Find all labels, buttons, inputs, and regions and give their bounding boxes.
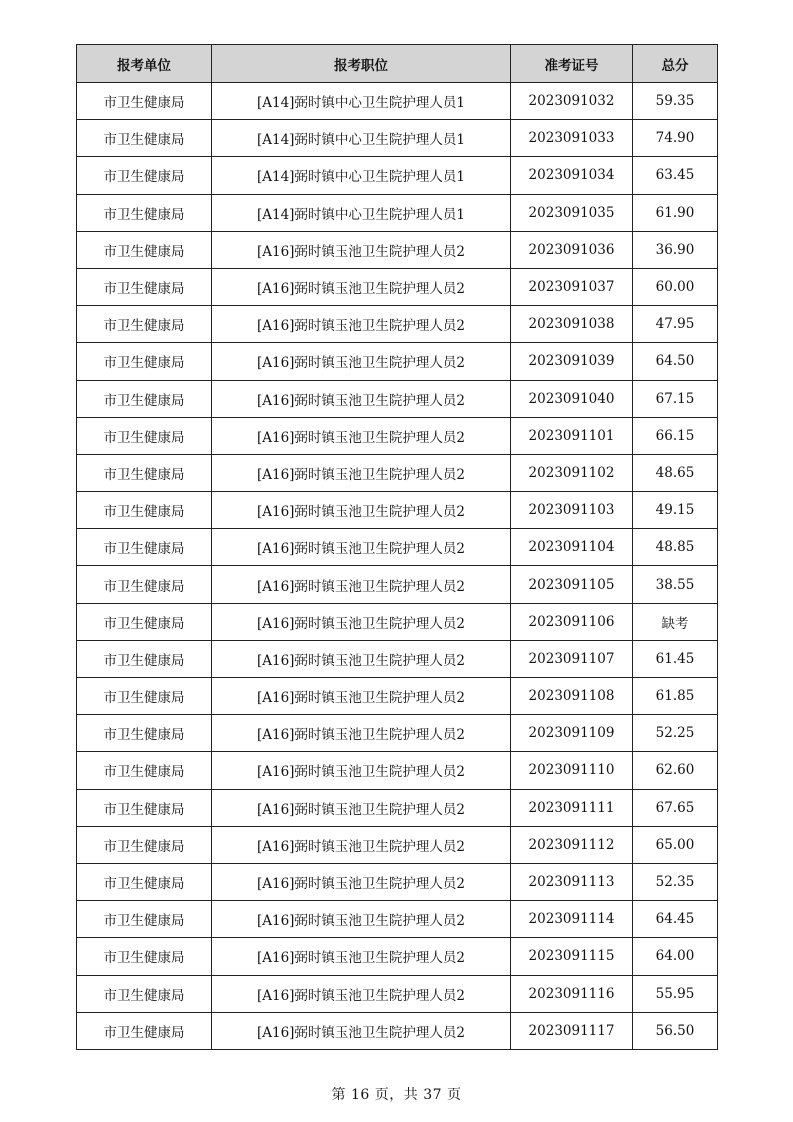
cell-unit: 市卫生健康局	[77, 938, 212, 975]
cell-position: [A16]弼时镇玉池卫生院护理人员2	[212, 306, 511, 343]
table-row	[77, 566, 718, 603]
cell-unit: 市卫生健康局	[77, 417, 212, 454]
cell-position: [A16]弼时镇玉池卫生院护理人员2	[212, 863, 511, 900]
cell-position: [A16]弼时镇玉池卫生院护理人员2	[212, 268, 511, 305]
table-row	[77, 157, 718, 194]
cell-total-score: 74.90	[633, 120, 718, 157]
table-row	[77, 752, 718, 789]
cell-total-score: 48.65	[633, 454, 718, 491]
cell-total-score: 36.90	[633, 231, 718, 268]
table-row	[77, 1012, 718, 1049]
cell-exam-id: 2023091040	[511, 380, 633, 417]
cell-total-score: 61.85	[633, 678, 718, 715]
cell-position: [A16]弼时镇玉池卫生院护理人员2	[212, 417, 511, 454]
table-row	[77, 715, 718, 752]
cell-exam-id: 2023091105	[511, 566, 633, 603]
cell-position: [A16]弼时镇玉池卫生院护理人员2	[212, 975, 511, 1012]
cell-total-score: 59.35	[633, 83, 718, 120]
table-row	[77, 938, 718, 975]
table-row	[77, 306, 718, 343]
cell-total-score: 55.95	[633, 975, 718, 1012]
table-row	[77, 194, 718, 231]
cell-unit: 市卫生健康局	[77, 231, 212, 268]
score-table	[76, 44, 718, 1050]
cell-exam-id: 2023091117	[511, 1012, 633, 1049]
table-row	[77, 789, 718, 826]
cell-exam-id: 2023091104	[511, 529, 633, 566]
cell-unit: 市卫生健康局	[77, 715, 212, 752]
table-row	[77, 640, 718, 677]
table-row	[77, 231, 718, 268]
cell-unit: 市卫生健康局	[77, 380, 212, 417]
cell-position: [A16]弼时镇玉池卫生院护理人员2	[212, 1012, 511, 1049]
cell-position: [A16]弼时镇玉池卫生院护理人员2	[212, 603, 511, 640]
table-row	[77, 975, 718, 1012]
cell-exam-id: 2023091112	[511, 826, 633, 863]
table-row	[77, 380, 718, 417]
cell-unit: 市卫生健康局	[77, 194, 212, 231]
cell-exam-id: 2023091101	[511, 417, 633, 454]
cell-exam-id: 2023091039	[511, 343, 633, 380]
cell-position: [A16]弼时镇玉池卫生院护理人员2	[212, 492, 511, 529]
cell-total-score: 64.50	[633, 343, 718, 380]
cell-position: [A14]弼时镇中心卫生院护理人员1	[212, 157, 511, 194]
cell-unit: 市卫生健康局	[77, 640, 212, 677]
cell-exam-id: 2023091032	[511, 83, 633, 120]
cell-position: [A14]弼时镇中心卫生院护理人员1	[212, 120, 511, 157]
cell-total-score: 63.45	[633, 157, 718, 194]
cell-exam-id: 2023091108	[511, 678, 633, 715]
cell-total-score: 61.90	[633, 194, 718, 231]
table-row	[77, 826, 718, 863]
cell-total-score: 47.95	[633, 306, 718, 343]
table-body	[77, 83, 718, 1050]
cell-exam-id: 2023091107	[511, 640, 633, 677]
page-number: 第 16 页，共 37 页	[331, 1087, 462, 1103]
table-row	[77, 603, 718, 640]
cell-unit: 市卫生健康局	[77, 901, 212, 938]
cell-position: [A16]弼时镇玉池卫生院护理人员2	[212, 454, 511, 491]
cell-position: [A16]弼时镇玉池卫生院护理人员2	[212, 938, 511, 975]
cell-exam-id: 2023091115	[511, 938, 633, 975]
cell-exam-id: 2023091109	[511, 715, 633, 752]
cell-position: [A16]弼时镇玉池卫生院护理人员2	[212, 901, 511, 938]
cell-position: [A16]弼时镇玉池卫生院护理人员2	[212, 715, 511, 752]
cell-total-score: 66.15	[633, 417, 718, 454]
cell-unit: 市卫生健康局	[77, 83, 212, 120]
cell-total-score: 52.35	[633, 863, 718, 900]
table-row	[77, 417, 718, 454]
table-row	[77, 492, 718, 529]
cell-total-score: 65.00	[633, 826, 718, 863]
cell-exam-id: 2023091114	[511, 901, 633, 938]
cell-unit: 市卫生健康局	[77, 268, 212, 305]
cell-unit: 市卫生健康局	[77, 566, 212, 603]
cell-unit: 市卫生健康局	[77, 529, 212, 566]
cell-position: [A16]弼时镇玉池卫生院护理人员2	[212, 566, 511, 603]
cell-total-score: 56.50	[633, 1012, 718, 1049]
table-row	[77, 343, 718, 380]
cell-exam-id: 2023091037	[511, 268, 633, 305]
cell-unit: 市卫生健康局	[77, 863, 212, 900]
header-position: 报考职位	[212, 45, 511, 83]
cell-exam-id: 2023091113	[511, 863, 633, 900]
cell-unit: 市卫生健康局	[77, 157, 212, 194]
cell-total-score: 49.15	[633, 492, 718, 529]
cell-total-score: 64.45	[633, 901, 718, 938]
cell-position: [A16]弼时镇玉池卫生院护理人员2	[212, 678, 511, 715]
table-row	[77, 454, 718, 491]
header-unit: 报考单位	[77, 45, 212, 83]
cell-position: [A14]弼时镇中心卫生院护理人员1	[212, 83, 511, 120]
cell-exam-id: 2023091035	[511, 194, 633, 231]
cell-total-score: 62.60	[633, 752, 718, 789]
cell-exam-id: 2023091038	[511, 306, 633, 343]
cell-exam-id: 2023091106	[511, 603, 633, 640]
cell-unit: 市卫生健康局	[77, 752, 212, 789]
cell-unit: 市卫生健康局	[77, 343, 212, 380]
cell-unit: 市卫生健康局	[77, 454, 212, 491]
cell-position: [A16]弼时镇玉池卫生院护理人员2	[212, 380, 511, 417]
cell-unit: 市卫生健康局	[77, 492, 212, 529]
cell-position: [A16]弼时镇玉池卫生院护理人员2	[212, 640, 511, 677]
cell-exam-id: 2023091116	[511, 975, 633, 1012]
table-row	[77, 83, 718, 120]
cell-total-score: 61.45	[633, 640, 718, 677]
cell-total-score: 52.25	[633, 715, 718, 752]
header-total-score: 总分	[633, 45, 718, 83]
table-row	[77, 268, 718, 305]
cell-unit: 市卫生健康局	[77, 603, 212, 640]
cell-total-score: 64.00	[633, 938, 718, 975]
table-row	[77, 901, 718, 938]
table-row	[77, 120, 718, 157]
cell-position: [A16]弼时镇玉池卫生院护理人员2	[212, 343, 511, 380]
table-row	[77, 863, 718, 900]
cell-exam-id: 2023091033	[511, 120, 633, 157]
table-row	[77, 529, 718, 566]
cell-exam-id: 2023091110	[511, 752, 633, 789]
cell-total-score: 缺考	[633, 603, 718, 640]
cell-position: [A16]弼时镇玉池卫生院护理人员2	[212, 529, 511, 566]
cell-position: [A14]弼时镇中心卫生院护理人员1	[212, 194, 511, 231]
cell-unit: 市卫生健康局	[77, 789, 212, 826]
cell-unit: 市卫生健康局	[77, 306, 212, 343]
cell-unit: 市卫生健康局	[77, 678, 212, 715]
cell-position: [A16]弼时镇玉池卫生院护理人员2	[212, 231, 511, 268]
cell-position: [A16]弼时镇玉池卫生院护理人员2	[212, 752, 511, 789]
table-row	[77, 678, 718, 715]
cell-unit: 市卫生健康局	[77, 975, 212, 1012]
cell-unit: 市卫生健康局	[77, 1012, 212, 1049]
cell-unit: 市卫生健康局	[77, 826, 212, 863]
cell-total-score: 67.65	[633, 789, 718, 826]
cell-exam-id: 2023091103	[511, 492, 633, 529]
cell-total-score: 67.15	[633, 380, 718, 417]
header-exam-id: 准考证号	[511, 45, 633, 83]
cell-total-score: 38.55	[633, 566, 718, 603]
table-header-row	[77, 45, 718, 83]
cell-position: [A16]弼时镇玉池卫生院护理人员2	[212, 826, 511, 863]
cell-exam-id: 2023091034	[511, 157, 633, 194]
cell-total-score: 60.00	[633, 268, 718, 305]
cell-exam-id: 2023091111	[511, 789, 633, 826]
cell-position: [A16]弼时镇玉池卫生院护理人员2	[212, 789, 511, 826]
cell-exam-id: 2023091102	[511, 454, 633, 491]
cell-exam-id: 2023091036	[511, 231, 633, 268]
cell-unit: 市卫生健康局	[77, 120, 212, 157]
cell-total-score: 48.85	[633, 529, 718, 566]
